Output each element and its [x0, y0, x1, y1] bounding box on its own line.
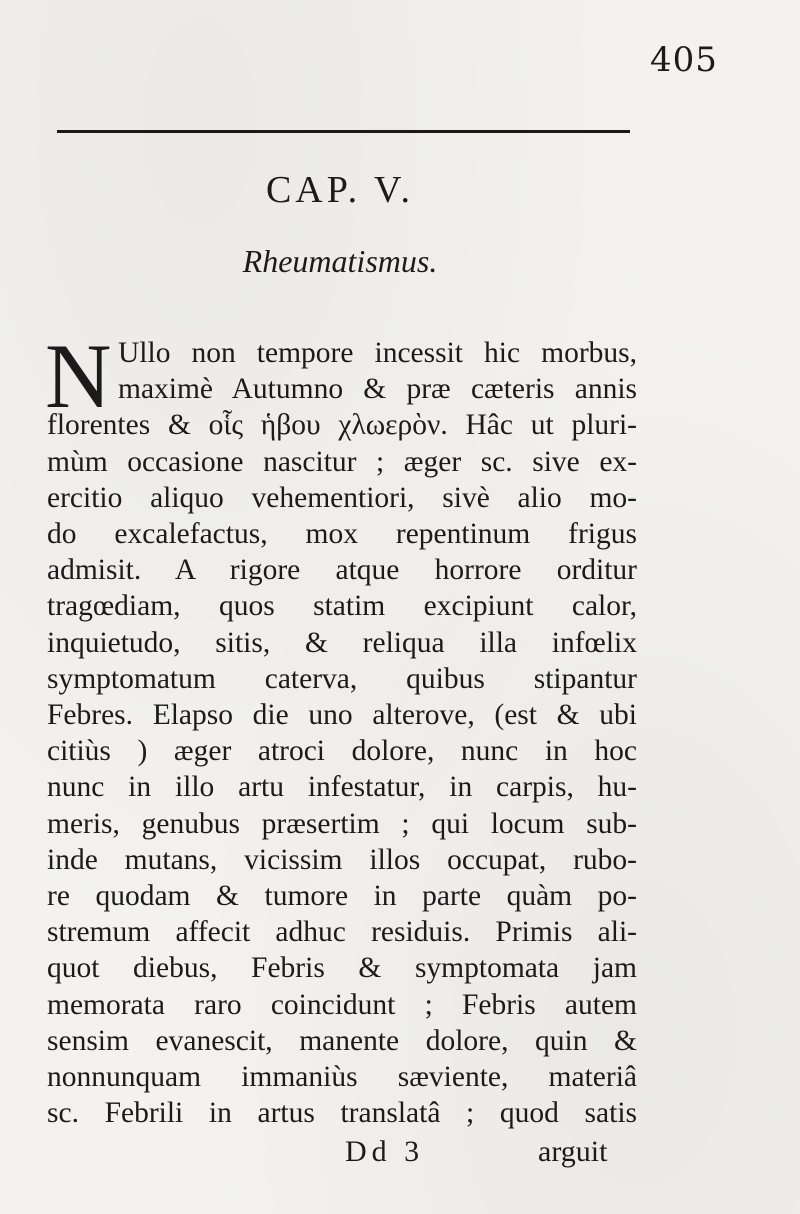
text-line: admisit. A rigore atque horrore orditur — [47, 554, 637, 587]
text-line: do excalefactus, mox repentinum frigus — [47, 518, 637, 550]
text-line: inde mutans, vicissim illos occupat, rubo- — [47, 843, 637, 876]
text-line: re quodam & tumore in parte quàm po- — [47, 880, 637, 912]
drop-cap: N — [45, 325, 112, 427]
text-line: nonnunquam immaniùs sæviente, materiâ — [47, 1061, 637, 1093]
chapter-subtitle: Rheumatismus. — [242, 243, 438, 279]
text-line: mùm occasione nascitur ; æger sc. sive ex- — [47, 445, 637, 478]
catchword: arguit — [538, 1135, 608, 1168]
text-line: citiùs ) æger atroci dolore, nunc in hoc — [47, 735, 637, 768]
header-rule — [57, 130, 630, 133]
text-line: inquietudo, sitis, & reliqua illa infœlix — [47, 626, 637, 659]
text-line: maximè Autumno & præ cæteris annis — [118, 373, 637, 406]
text-line: quot diebus, Febris & symptomata jam — [47, 952, 637, 985]
text-line: ercitio aliquo vehementiori, sivè alio mo- — [47, 481, 637, 514]
text-line: memorata raro coincidunt ; Febris autem — [47, 988, 637, 1021]
page-number: 405 — [650, 40, 718, 80]
text-line: nunc in illo artu infestatur, in carpis, hu- — [47, 771, 637, 804]
text-line: sc. Febrili in artus translatâ ; quod satis — [47, 1097, 637, 1130]
text-line: meris, genubus præsertim ; qui locum sub- — [47, 807, 637, 840]
text-line: sensim evanescit, manente dolore, quin & — [47, 1024, 637, 1057]
text-line: symptomatum caterva, quibus stipantur — [47, 662, 637, 695]
signature-mark: Dd 3 — [345, 1135, 425, 1168]
text-line: tragœdiam, quos statim excipiunt calor, — [47, 590, 637, 623]
text-line: stremum affecit adhuc residuis. Primis ali- — [47, 916, 637, 949]
chapter-heading: CAP. V. — [265, 169, 415, 211]
text-line: Febres. Elapso die uno alterove, (est & ubi — [47, 699, 637, 731]
text-line: florentes & οἷς ἡβου χλωερὸν. Hâc ut pluri- — [47, 409, 637, 442]
text-line: Ullo non tempore incessit hic morbus, — [118, 337, 637, 369]
